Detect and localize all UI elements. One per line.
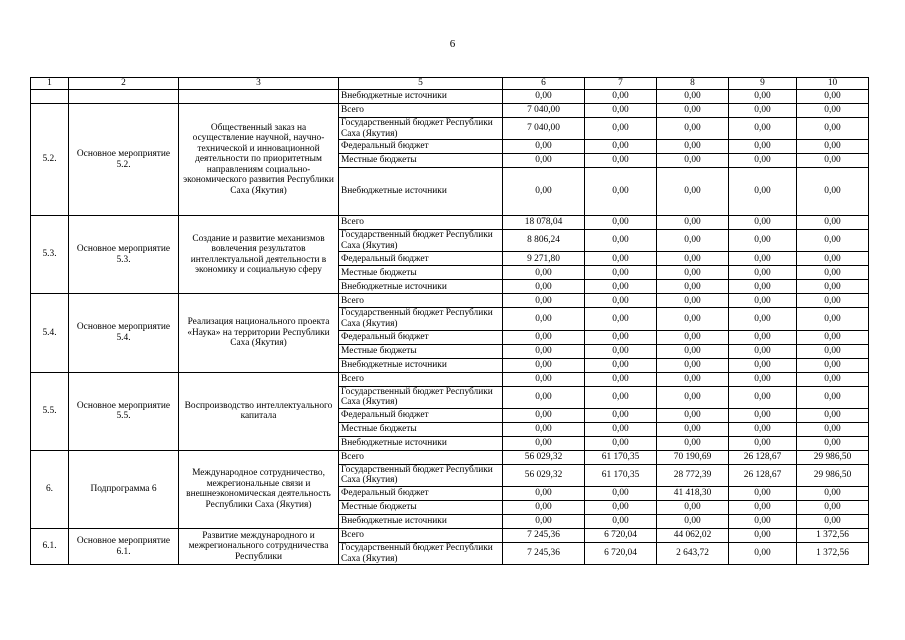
activity-name-cell: Реализация национального проекта «Наука» на территории Республики Саха (Якутия) [179, 294, 339, 372]
value-cell: 0,00 [729, 266, 797, 280]
value-cell: 41 418,30 [657, 486, 729, 500]
value-cell: 0,00 [585, 266, 657, 280]
value-cell: 0,00 [657, 266, 729, 280]
value-cell: 0,00 [657, 104, 729, 118]
table-row [31, 294, 869, 308]
value-cell: 0,00 [585, 140, 657, 154]
value-cell: 0,00 [503, 280, 585, 294]
value-cell: 0,00 [729, 294, 797, 308]
source-cell: Местные бюджеты [339, 154, 503, 168]
value-cell: 0,00 [797, 344, 869, 358]
value-cell: 8 806,24 [503, 230, 585, 252]
column-header: 5 [339, 78, 503, 90]
value-cell: 26 128,67 [729, 450, 797, 464]
value-cell: 28 772,39 [657, 464, 729, 486]
activity-type-cell: Основное мероприятие 5.4. [69, 294, 179, 372]
value-cell: 0,00 [797, 330, 869, 344]
value-cell: 6 720,04 [585, 528, 657, 542]
value-cell: 0,00 [503, 90, 585, 104]
value-cell: 0,00 [657, 344, 729, 358]
source-cell: Государственный бюджет Республики Саха (Якутия) [339, 118, 503, 140]
value-cell: 0,00 [657, 308, 729, 330]
value-cell: 0,00 [657, 386, 729, 408]
value-cell: 0,00 [729, 154, 797, 168]
source-cell: Федеральный бюджет [339, 330, 503, 344]
table-row [31, 216, 869, 230]
value-cell: 0,00 [657, 514, 729, 528]
column-header: 2 [69, 78, 179, 90]
value-cell: 0,00 [585, 436, 657, 450]
value-cell: 0,00 [729, 330, 797, 344]
value-cell: 0,00 [657, 118, 729, 140]
value-cell: 0,00 [585, 90, 657, 104]
value-cell: 0,00 [585, 154, 657, 168]
value-cell: 0,00 [503, 436, 585, 450]
value-cell: 0,00 [585, 118, 657, 140]
value-cell: 0,00 [729, 528, 797, 542]
source-cell: Внебюджетные источники [339, 514, 503, 528]
value-cell: 0,00 [585, 386, 657, 408]
value-cell: 0,00 [657, 500, 729, 514]
value-cell: 0,00 [585, 104, 657, 118]
header-row [31, 78, 869, 90]
value-cell: 0,00 [503, 386, 585, 408]
value-cell: 26 128,67 [729, 464, 797, 486]
source-cell: Государственный бюджет Республики Саха (Якутия) [339, 542, 503, 564]
value-cell: 0,00 [503, 308, 585, 330]
value-cell: 1 372,56 [797, 528, 869, 542]
value-cell: 0,00 [657, 294, 729, 308]
value-cell: 0,00 [729, 372, 797, 386]
value-cell: 0,00 [585, 514, 657, 528]
value-cell: 0,00 [797, 216, 869, 230]
value-cell: 0,00 [797, 118, 869, 140]
value-cell: 0,00 [797, 104, 869, 118]
value-cell: 0,00 [729, 514, 797, 528]
value-cell: 0,00 [657, 140, 729, 154]
value-cell: 70 190,69 [657, 450, 729, 464]
activity-type-cell: Основное мероприятие 5.5. [69, 372, 179, 450]
value-cell: 0,00 [797, 90, 869, 104]
value-cell: 0,00 [503, 422, 585, 436]
activity-name-cell: Воспроизводство интеллектуального капитала [179, 372, 339, 450]
value-cell: 0,00 [585, 280, 657, 294]
value-cell: 0,00 [503, 154, 585, 168]
value-cell: 0,00 [503, 486, 585, 500]
value-cell: 0,00 [657, 372, 729, 386]
value-cell: 9 271,80 [503, 252, 585, 266]
value-cell: 0,00 [585, 230, 657, 252]
value-cell: 29 986,50 [797, 464, 869, 486]
value-cell: 0,00 [585, 358, 657, 372]
value-cell: 0,00 [729, 168, 797, 216]
value-cell: 0,00 [797, 140, 869, 154]
value-cell: 0,00 [797, 486, 869, 500]
source-cell: Государственный бюджет Республики Саха (Якутия) [339, 230, 503, 252]
value-cell: 18 078,04 [503, 216, 585, 230]
source-cell: Всего [339, 528, 503, 542]
value-cell: 0,00 [729, 252, 797, 266]
value-cell: 0,00 [657, 90, 729, 104]
column-header: 7 [585, 78, 657, 90]
column-header: 8 [657, 78, 729, 90]
source-cell: Местные бюджеты [339, 266, 503, 280]
value-cell: 0,00 [729, 386, 797, 408]
column-header: 3 [179, 78, 339, 90]
value-cell: 0,00 [503, 266, 585, 280]
value-cell: 7 245,36 [503, 528, 585, 542]
value-cell: 44 062,02 [657, 528, 729, 542]
value-cell: 0,00 [503, 294, 585, 308]
value-cell: 0,00 [729, 280, 797, 294]
value-cell: 2 643,72 [657, 542, 729, 564]
value-cell: 0,00 [585, 330, 657, 344]
source-cell: Внебюджетные источники [339, 436, 503, 450]
row-number-cell: 5.4. [31, 294, 69, 372]
table-row [31, 372, 869, 386]
value-cell: 0,00 [503, 168, 585, 216]
source-cell: Внебюджетные источники [339, 90, 503, 104]
value-cell: 0,00 [797, 358, 869, 372]
source-cell: Местные бюджеты [339, 344, 503, 358]
row-number-cell: 6.1. [31, 528, 69, 564]
source-cell: Внебюджетные источники [339, 358, 503, 372]
value-cell: 0,00 [729, 344, 797, 358]
value-cell: 0,00 [729, 140, 797, 154]
value-cell: 0,00 [797, 500, 869, 514]
source-cell: Федеральный бюджет [339, 140, 503, 154]
value-cell: 0,00 [657, 436, 729, 450]
value-cell: 0,00 [503, 358, 585, 372]
source-cell: Всего [339, 216, 503, 230]
value-cell: 0,00 [797, 514, 869, 528]
value-cell: 1 372,56 [797, 542, 869, 564]
value-cell: 0,00 [797, 154, 869, 168]
value-cell: 61 170,35 [585, 464, 657, 486]
value-cell: 29 986,50 [797, 450, 869, 464]
value-cell: 0,00 [729, 308, 797, 330]
value-cell: 56 029,32 [503, 464, 585, 486]
source-cell: Всего [339, 450, 503, 464]
value-cell: 0,00 [585, 372, 657, 386]
value-cell: 0,00 [503, 514, 585, 528]
value-cell: 0,00 [797, 280, 869, 294]
value-cell: 0,00 [797, 168, 869, 216]
value-cell: 0,00 [657, 422, 729, 436]
activity-type-cell: Подпрограмма 6 [69, 450, 179, 528]
value-cell: 7 040,00 [503, 118, 585, 140]
value-cell: 0,00 [797, 252, 869, 266]
activity-name-cell: Создание и развитие механизмов вовлечения результатов интеллектуальной деятельности в экономику и социальную сферу [179, 216, 339, 294]
value-cell: 0,00 [585, 486, 657, 500]
value-cell: 0,00 [797, 308, 869, 330]
source-cell: Федеральный бюджет [339, 252, 503, 266]
activity-name-cell: Общественный заказ на осуществление научной, научно-технической и инновационной деятельности по приоритетным направлениям социально-экономического развития Республики Саха (Якутия) [179, 104, 339, 216]
value-cell: 0,00 [503, 408, 585, 422]
value-cell: 0,00 [797, 422, 869, 436]
value-cell: 0,00 [503, 140, 585, 154]
value-cell: 0,00 [657, 168, 729, 216]
source-cell: Местные бюджеты [339, 422, 503, 436]
value-cell: 0,00 [729, 358, 797, 372]
table-row [31, 450, 869, 464]
source-cell: Федеральный бюджет [339, 408, 503, 422]
table-body [31, 90, 869, 565]
value-cell: 0,00 [729, 542, 797, 564]
value-cell: 7 040,00 [503, 104, 585, 118]
row-number-cell: 5.3. [31, 216, 69, 294]
column-header: 1 [31, 78, 69, 90]
value-cell: 0,00 [585, 408, 657, 422]
source-cell: Местные бюджеты [339, 500, 503, 514]
value-cell: 0,00 [585, 308, 657, 330]
column-header: 9 [729, 78, 797, 90]
value-cell: 0,00 [657, 280, 729, 294]
value-cell: 0,00 [503, 344, 585, 358]
row-number-cell: 5.5. [31, 372, 69, 450]
activity-type-cell: Основное мероприятие 6.1. [69, 528, 179, 564]
value-cell: 0,00 [503, 500, 585, 514]
empty-cell [179, 90, 339, 104]
row-number-cell: 6. [31, 450, 69, 528]
value-cell: 0,00 [729, 118, 797, 140]
value-cell: 0,00 [729, 422, 797, 436]
value-cell: 0,00 [729, 90, 797, 104]
value-cell: 0,00 [657, 216, 729, 230]
value-cell: 0,00 [503, 372, 585, 386]
value-cell: 0,00 [797, 408, 869, 422]
activity-type-cell: Основное мероприятие 5.3. [69, 216, 179, 294]
value-cell: 0,00 [585, 216, 657, 230]
source-cell: Всего [339, 372, 503, 386]
value-cell: 0,00 [585, 294, 657, 308]
value-cell: 0,00 [585, 500, 657, 514]
empty-cell [31, 90, 69, 104]
budget-table [30, 77, 869, 565]
value-cell: 7 245,36 [503, 542, 585, 564]
value-cell: 6 720,04 [585, 542, 657, 564]
column-header: 6 [503, 78, 585, 90]
value-cell: 0,00 [797, 266, 869, 280]
value-cell: 0,00 [729, 230, 797, 252]
value-cell: 0,00 [797, 372, 869, 386]
source-cell: Государственный бюджет Республики Саха (Якутия) [339, 464, 503, 486]
activity-type-cell: Основное мероприятие 5.2. [69, 104, 179, 216]
source-cell: Государственный бюджет Республики Саха (Якутия) [339, 386, 503, 408]
value-cell: 0,00 [657, 408, 729, 422]
value-cell: 0,00 [797, 436, 869, 450]
column-header: 10 [797, 78, 869, 90]
value-cell: 0,00 [657, 252, 729, 266]
source-cell: Всего [339, 104, 503, 118]
value-cell: 0,00 [797, 230, 869, 252]
value-cell: 0,00 [729, 408, 797, 422]
value-cell: 0,00 [797, 386, 869, 408]
value-cell: 61 170,35 [585, 450, 657, 464]
value-cell: 0,00 [585, 344, 657, 358]
source-cell: Федеральный бюджет [339, 486, 503, 500]
activity-name-cell: Международное сотрудничество, межрегиональные связи и внешнеэкономическая деятельность Республики Саха (Якутия) [179, 450, 339, 528]
table-row [31, 528, 869, 542]
page-number: 6 [449, 38, 456, 50]
value-cell: 0,00 [657, 358, 729, 372]
value-cell: 0,00 [729, 216, 797, 230]
value-cell: 0,00 [585, 252, 657, 266]
source-cell: Государственный бюджет Республики Саха (Якутия) [339, 308, 503, 330]
value-cell: 0,00 [729, 436, 797, 450]
value-cell: 0,00 [657, 154, 729, 168]
value-cell: 0,00 [585, 168, 657, 216]
value-cell: 0,00 [503, 330, 585, 344]
value-cell: 56 029,32 [503, 450, 585, 464]
activity-name-cell: Развитие международного и межрегионального сотрудничества Республики [179, 528, 339, 564]
table-row [31, 90, 869, 104]
value-cell: 0,00 [729, 500, 797, 514]
value-cell: 0,00 [729, 104, 797, 118]
value-cell: 0,00 [729, 486, 797, 500]
value-cell: 0,00 [657, 330, 729, 344]
value-cell: 0,00 [797, 294, 869, 308]
source-cell: Всего [339, 294, 503, 308]
source-cell: Внебюджетные источники [339, 168, 503, 216]
row-number-cell: 5.2. [31, 104, 69, 216]
value-cell: 0,00 [585, 422, 657, 436]
value-cell: 0,00 [657, 230, 729, 252]
source-cell: Внебюджетные источники [339, 280, 503, 294]
table-row [31, 104, 869, 118]
empty-cell [69, 90, 179, 104]
